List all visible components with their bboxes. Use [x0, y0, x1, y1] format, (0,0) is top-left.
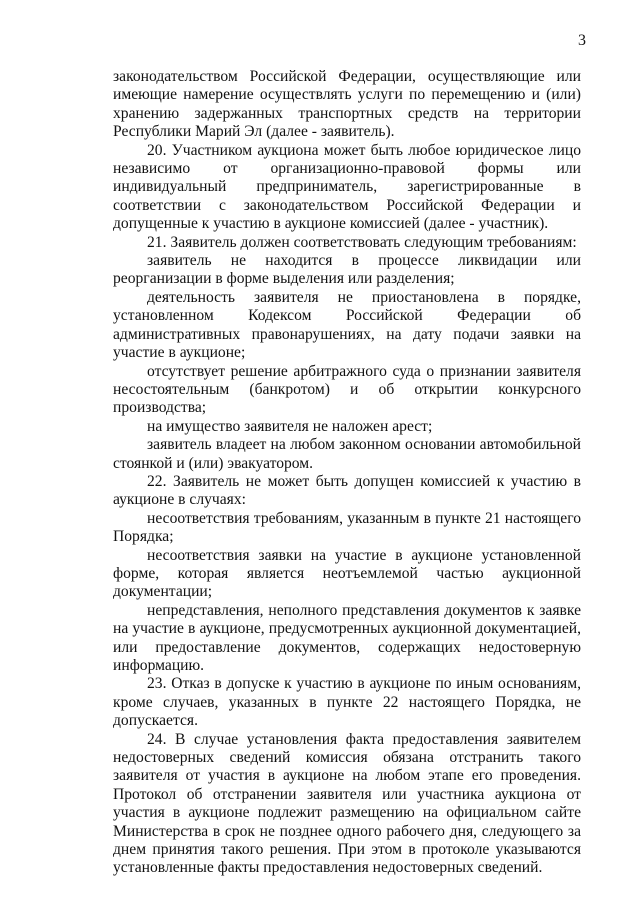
paragraph-19-continuation: законодательством Российской Федерации, осуществляющие или имеющие намерение осуществлять услуги по перемещению и (или) хранению задержанных транспортных средств на территории Республики Марий Эл (далее - заявитель). [113, 68, 581, 141]
paragraph-21: 21. Заявитель должен соответствовать следующим требованиям: [147, 233, 577, 251]
exclusion-case-item: непредставления, неполного представления документов к заявке на участие в аукционе, предусмотренных аукционной документацией, или предоставление документов, содержащих недостоверную информацию. [113, 601, 581, 674]
exclusion-case-item: несоответствия заявки на участие в аукционе установленной форме, которая является неотъемлемой частью аукционной документации; [113, 546, 581, 601]
paragraph-20: 20. Участником аукциона может быть любое юридическое лицо независимо от организационно-правовой формы или индивидуальный предприниматель, зарегистрированные в соответствии с законодательством Российской Федерации и допущенные к участию в аукционе комиссией (далее - участник). [113, 141, 581, 233]
page-number: 3 [578, 32, 586, 49]
paragraph-22: 22. Заявитель не может быть допущен комиссией к участию в аукционе в случаях: [113, 472, 581, 509]
requirement-item: заявитель владеет на любом законном основании автомобильной стоянкой и (или) эвакуатором. [113, 436, 581, 472]
requirement-item: заявитель не находится в процессе ликвидации или реорганизации в форме выделения или разделения; [113, 252, 581, 288]
requirement-item: отсутствует решение арбитражного суда о признании заявителя несостоятельным (банкротом) и об открытии конкурсного производства; [113, 362, 581, 417]
exclusion-case-item: несоответствия требованиям, указанным в пункте 21 настоящего Порядка; [113, 509, 581, 546]
requirement-item: деятельность заявителя не приостановлена в порядке, установленном Кодексом Российской Федерации об административных правонарушениях, на дату подачи заявки на участие в аукционе; [113, 288, 581, 362]
requirement-item: на имущество заявителя не наложен арест; [147, 417, 433, 435]
paragraph-23: 23. Отказ в допуске к участию в аукционе по иным основаниям, кроме случаев, указанных в пункте 22 настоящего Порядка, не допускается. [113, 675, 581, 730]
document-body [113, 68, 581, 878]
paragraph-24: 24. В случае установления факта предоставления заявителем недостоверных сведений комиссия обязана отстранить такого заявителя от участия в аукционе на любом этапе его проведения. Протокол об отстранении заявителя или участника аукциона от участия в аукционе подлежит размещению на официальном сайте Министерства в срок не позднее одного рабочего дня, следующего за днем принятия такого решения. При этом в протоколе указываются установленные факты предоставления недостоверных сведений. [113, 730, 581, 877]
